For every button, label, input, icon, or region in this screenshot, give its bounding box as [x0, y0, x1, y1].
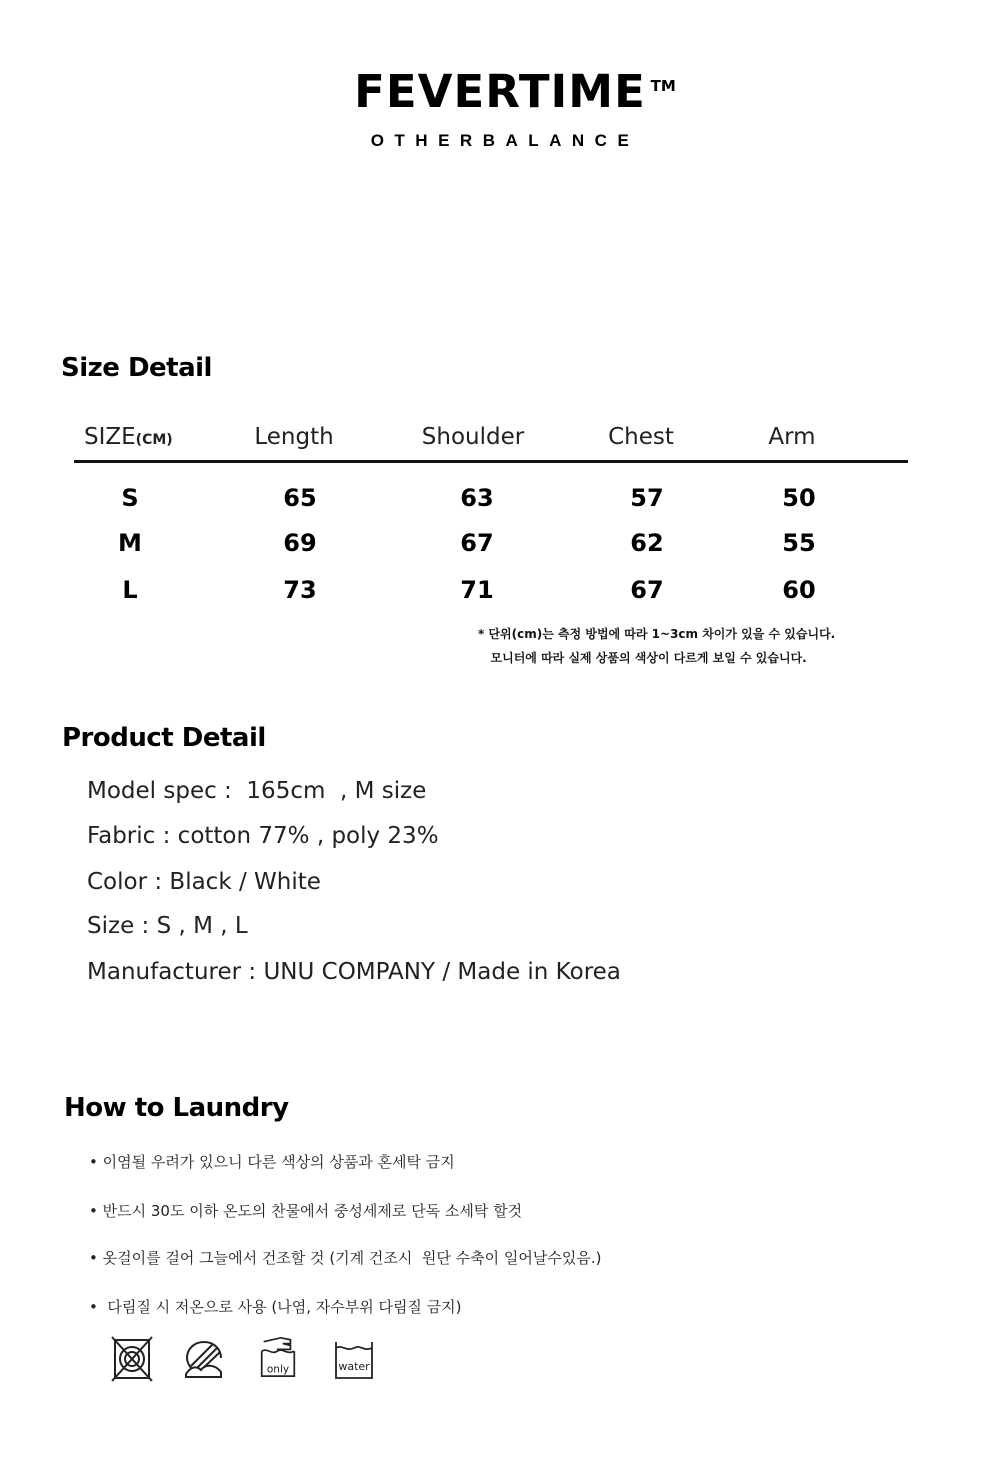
row-s-shoulder: 63 — [460, 484, 494, 512]
row-l-chest: 67 — [630, 576, 664, 604]
row-m-chest: 62 — [630, 529, 664, 557]
product-detail-size: Size : S , M , L — [87, 913, 248, 939]
no-tumble-dry-icon — [111, 1336, 153, 1382]
row-s-length: 65 — [283, 484, 317, 512]
product-detail-model-spec: Model spec : 165cm , M size — [87, 778, 427, 804]
hand-wash-only-label: only — [266, 1363, 290, 1376]
row-m-length: 69 — [283, 529, 317, 557]
laundry-item: • 다림질 시 저온으로 사용 (나염, 자수부위 다림질 금지) — [89, 1298, 462, 1316]
header-size-label: SIZE — [84, 424, 136, 450]
product-detail-heading: Product Detail — [62, 723, 266, 753]
table-header-rule — [74, 460, 908, 463]
laundry-item: • 옷걸이를 걸어 그늘에서 건조할 것 (기계 건조시 원단 수축이 일어날수있음.) — [89, 1249, 602, 1267]
size-note-monitor: 모니터에 따라 실제 상품의 색상이 다르게 보일 수 있습니다. — [478, 651, 807, 665]
laundry-item: • 이염될 우려가 있으니 다른 색상의 상품과 혼세탁 금지 — [89, 1153, 455, 1171]
row-s-size: S — [121, 484, 139, 512]
brand-logo — [354, 65, 676, 118]
brand-subtitle: OTHERBALANCE — [370, 131, 640, 150]
header-length: Length — [254, 424, 334, 450]
trademark-mark: TM — [650, 77, 676, 95]
row-m-size: M — [118, 529, 142, 557]
product-detail-color: Color : Black / White — [87, 869, 321, 895]
row-l-length: 73 — [283, 576, 317, 604]
header-arm: Arm — [768, 424, 816, 450]
row-s-arm: 50 — [782, 484, 816, 512]
row-l-shoulder: 71 — [460, 576, 494, 604]
water-wash-icon — [333, 1336, 375, 1382]
row-s-chest: 57 — [630, 484, 664, 512]
row-m-shoulder: 67 — [460, 529, 494, 557]
size-note-measurement: * 단위(cm)는 측정 방법에 따라 1~3cm 차이가 있을 수 있습니다. — [478, 627, 836, 641]
header-size-unit: (CM) — [135, 432, 173, 448]
product-detail-fabric: Fabric : cotton 77% , poly 23% — [87, 823, 439, 849]
row-l-arm: 60 — [782, 576, 816, 604]
size-detail-heading: Size Detail — [61, 353, 212, 383]
row-l-size: L — [122, 576, 138, 604]
header-size — [84, 424, 173, 450]
brand-title: FEVERTIME — [354, 65, 646, 118]
hand-wash-only-icon — [257, 1334, 299, 1380]
header-chest: Chest — [608, 424, 674, 450]
header-shoulder: Shoulder — [421, 424, 525, 450]
water-wash-label: water — [338, 1360, 370, 1373]
laundry-heading: How to Laundry — [64, 1093, 289, 1123]
row-m-arm: 55 — [782, 529, 816, 557]
brand-header — [0, 66, 1000, 118]
laundry-item: • 반드시 30도 이하 온도의 찬물에서 중성세제로 단독 소세탁 할것 — [89, 1202, 523, 1220]
product-detail-manufacturer: Manufacturer : UNU COMPANY / Made in Korea — [87, 959, 621, 985]
no-bleach-icon — [183, 1336, 225, 1382]
